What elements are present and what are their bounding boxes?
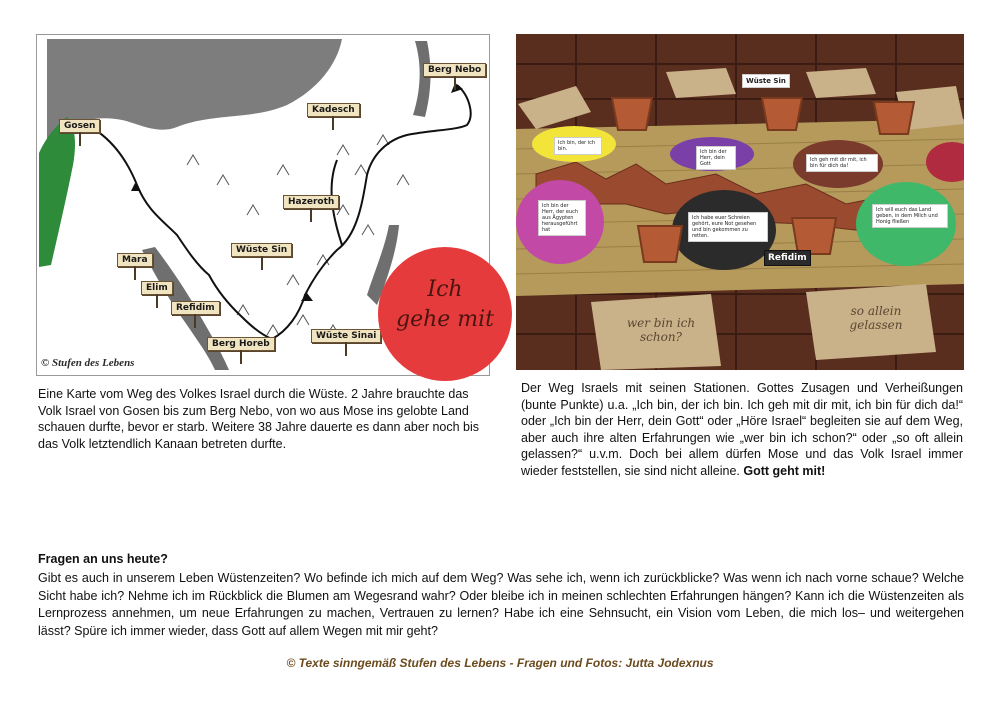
sign-refidim-photo: Refidim	[764, 250, 811, 266]
red-dot-ich-gehe-mit	[378, 247, 512, 381]
red-dot-line2: gehe mit	[395, 307, 495, 332]
sign-hazeroth: Hazeroth	[283, 195, 339, 209]
note-wer-bin: wer bin ich schon?	[626, 316, 696, 344]
sign-berg-nebo: Berg Nebo	[423, 63, 486, 77]
sign-elim: Elim	[141, 281, 173, 295]
sign-wueste-sin: Wüste Sin	[231, 243, 292, 257]
photo-caption	[521, 380, 963, 479]
sign-wueste-sinai: Wüste Sinai	[311, 329, 381, 343]
paper-bag	[666, 68, 736, 98]
footer-credit: © Texte sinngemäß Stufen des Lebens - Fragen und Fotos: Jutta Jodexnus	[286, 656, 714, 670]
card-dark: Ich habe euer Schreien gehört, eure Not gesehen und bin gekommen zu retten.	[688, 212, 768, 242]
card-green: Ich will euch das Land geben, in dem Milch und Honig fließen	[872, 204, 948, 228]
note-so-allein: so allein gelassen	[849, 304, 903, 332]
sign-gosen: Gosen	[59, 119, 100, 133]
sign-berg-horeb: Berg Horeb	[207, 337, 275, 351]
questions-heading: Fragen an uns heute?	[38, 552, 168, 566]
station-photo	[516, 34, 964, 370]
red-dot-line1: Ich	[427, 277, 463, 302]
card-magenta: Ich bin der Herr, der euch aus Ägypten herausgeführt hat	[538, 200, 586, 236]
nile-delta-shape	[39, 117, 75, 267]
route-arrow	[301, 293, 313, 301]
dead-sea-shape	[413, 41, 431, 117]
card-purple: Ich bin der Herr, dein Gott	[696, 146, 736, 170]
map-copyright: © Stufen des Lebens	[41, 357, 135, 369]
photo-caption-text: Der Weg Israels mit seinen Stationen. Gottes Zusagen und Verheißungen (bunte Punkte) u.a. „Ich bin, der ich bin. Ich geh mit dir mit, ich bin für dich da!“ oder „Ich bin der Herr, dein Gott“ oder „Höre Israel“ begleiten sie auf dem Weg, aber auch ihre alten Erfahrungen wie „wer bin ich schon?“ oder „so oft allein gelassen?“ u.v.m. Doch bei allem dürfen Mose und das Volk Israel immer wieder feststellen, sie sind nicht alleine.	[521, 381, 963, 478]
map-caption: Eine Karte vom Weg des Volkes Israel durch die Wüste. 2 Jahre brauchte das Volk Israel von Gosen bis zum Berg Nebo, von wo aus Mose ins gelobte Land schauen durfte, bevor er starb. Weitere 38 Jahre dauerte es dann aber noch bis das Volk letztendlich Kanaan betreten durfte.	[38, 387, 480, 451]
card-yellow: Ich bin, der ich bin.	[554, 137, 602, 155]
sign-mara: Mara	[117, 253, 153, 267]
sign-kadesch: Kadesch	[307, 103, 360, 117]
questions-body: Gibt es auch in unserem Leben Wüstenzeiten? Wo befinde ich mich auf dem Weg? Was sehe ich, wenn ich zurückblicke? Was wenn ich nach vorne schaue? Welche Sicht habe ich? Nehme ich im Rückblick die Blumen am Wegesrand wahr? Oder bleibe ich in meinen schlechten Erfahrungen hängen? Kann ich die Wüstenzeiten als Lernprozess annehmen, um neue Erfahrungen zu machen, Vertrauen zu lernen? Habe ich eine Sehnsucht, ein Vision vom Leben, die mich los– und weitergehen lässt? Spüre ich immer wieder, dass Gott auf allem Wegen mit mir geht?	[38, 571, 964, 638]
sign-wueste-sin-photo: Wüste Sin	[742, 74, 790, 88]
paper-bag	[806, 68, 876, 98]
photo-caption-bold: Gott geht mit!	[743, 463, 826, 478]
mountain-hatching	[187, 135, 409, 335]
sign-refidim: Refidim	[171, 301, 220, 315]
card-brown: Ich geh mit dir mit, ich bin für dich da!	[806, 154, 878, 172]
